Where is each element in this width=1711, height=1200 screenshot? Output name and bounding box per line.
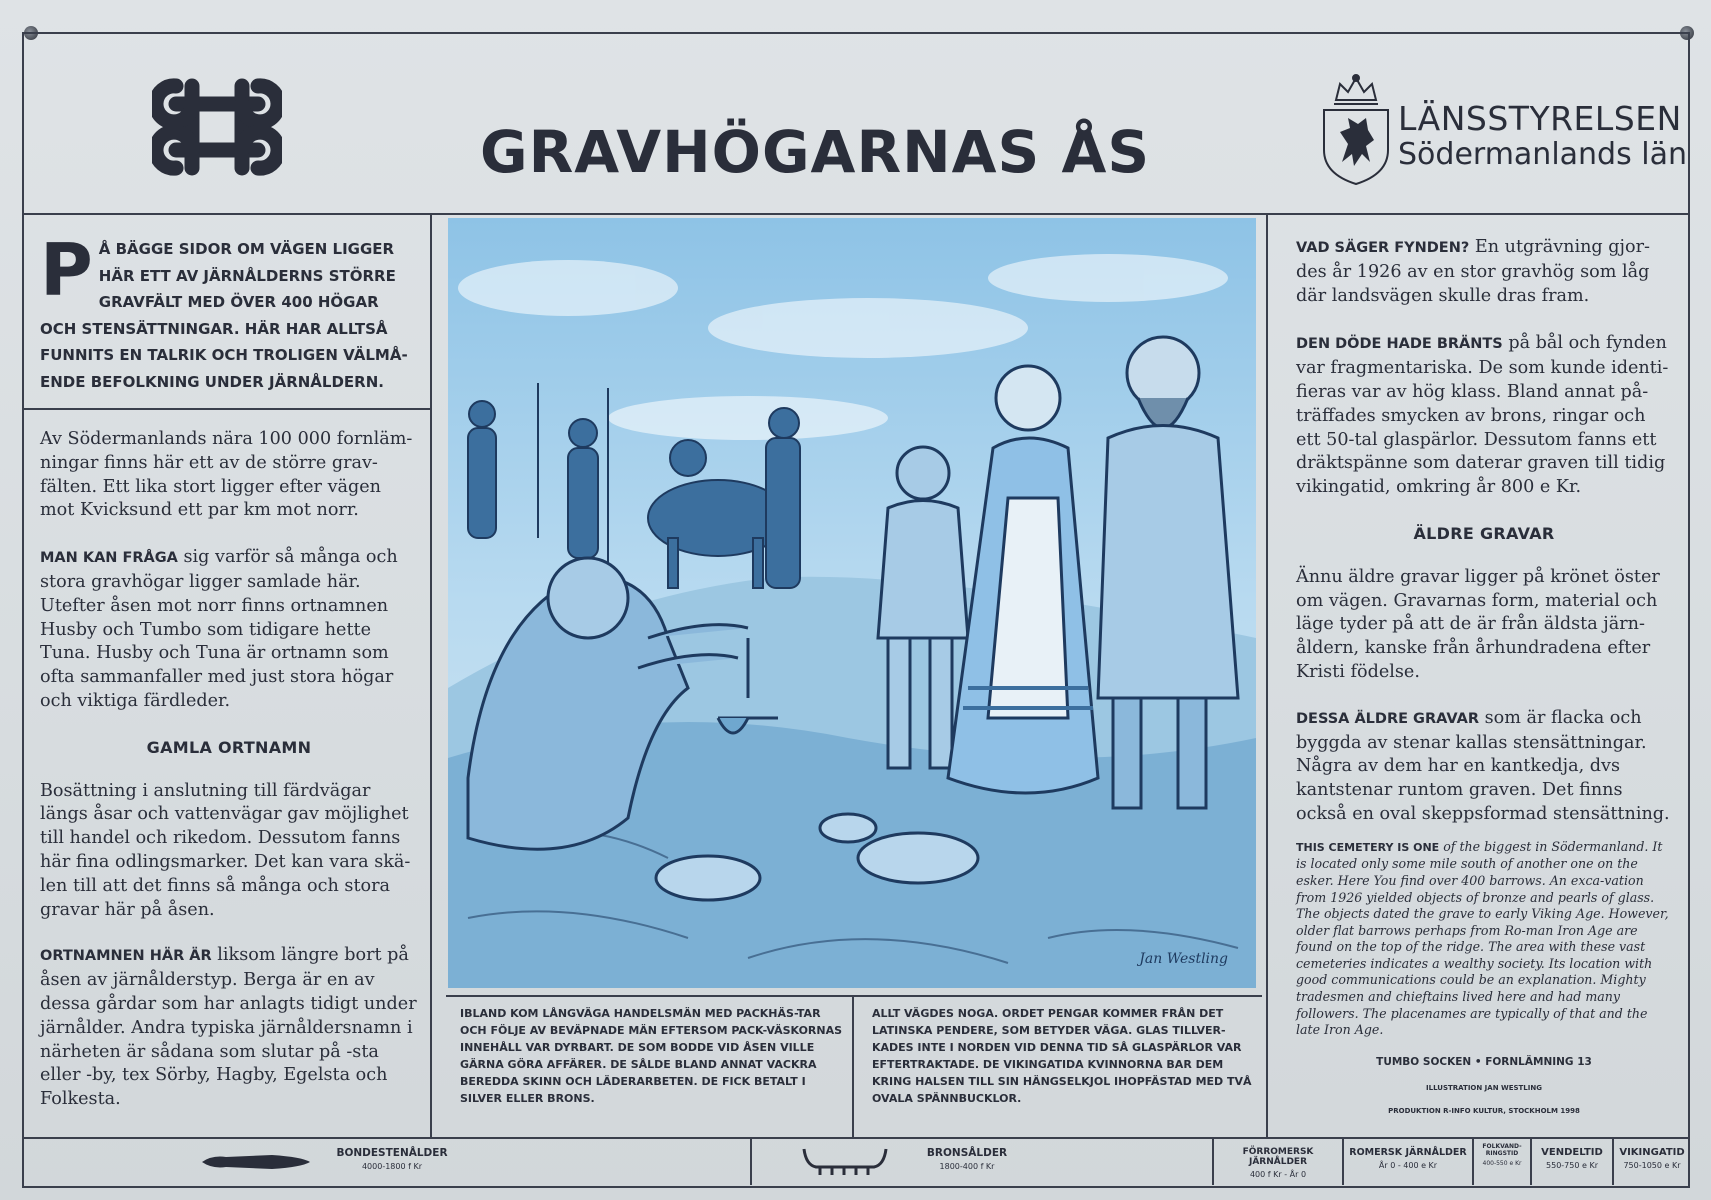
period-name: BRONSÅLDER	[926, 1147, 1008, 1159]
header-divider	[22, 213, 1690, 215]
intro-paragraph	[40, 228, 420, 394]
paragraph-lead: MAN KAN FRÅGA	[40, 550, 178, 567]
timeline-period	[1344, 1137, 1472, 1185]
caption-right: ALLT VÄGDES NOGA. ORDET PENGAR KOMMER FRÅN DET LATINSKA PENDERE, SOM BETYDER VÄGA. GLAS TILLVER-KADES INTE I NORDEN VID DENNA TID SÅ GLASPÄRLOR VAR EFTERTRAKTADE. DE VIKINGATIDA KVINNORNA BAR DEM KRING HALSEN TILL SIN HÄNGSELKJOL IHOPFÄSTAD MED TVÅ OVALA SPÄNNBUCKLOR.	[872, 1007, 1252, 1105]
timeline-divider	[750, 1137, 752, 1185]
period-date: 750-1050 e Kr	[1623, 1161, 1681, 1170]
heritage-site-symbol-icon	[152, 62, 282, 192]
agency-line-2: Södermanlands län	[1398, 136, 1687, 172]
paragraph: Av Södermanlands nära 100 000 fornläm-ningar finns här ett av de större grav-fälten. Ett lika stort ligger efter vägen mot Kvicksund ett par km mot norr.	[40, 429, 413, 521]
timeline-period	[1614, 1137, 1690, 1185]
paragraph-lead: ORTNAMNEN HÄR ÄR	[40, 948, 212, 965]
english-summary: THIS CEMETERY IS ONE of the biggest in Södermanland. It is located only some mile south of another one on the esker. Here You find over 400 barrows. An exca-vation from 1926 yielded objects of bronze and pearls of glass. The objects dated the grave to early Viking Age. However, older flat barrows perhaps from Ro-man Iron Age are found on the top of the ridge. The area with these vast cemeteries indicates a wealthy society. Its location with good communications could be an explanation. Mighty tradesmen and chieftains lived here and had many followers. The placenames are typically of that and the late Iron Age.	[1296, 838, 1669, 1038]
period-name: VIKINGATID	[1619, 1147, 1685, 1158]
intro-text: Å BÄGGE SIDOR OM VÄGEN LIGGER HÄR ETT AV JÄRNÅLDERNS STÖRRE GRAVFÄLT MED ÖVER 400 HÖGAR OCH STENSÄTTNINGAR. HÄR HAR ALLTSÅ FUNNITS EN TALRIK OCH TROLIGEN VÄLMÅ-ENDE BEFOLKNING UNDER JÄRNÅLDERN.	[40, 240, 408, 391]
period-date: 4000-1800 f Kr	[361, 1162, 423, 1171]
period-date: 550-750 e Kr	[1546, 1161, 1598, 1170]
credit-line: PRODUKTION R-INFO KULTUR, STOCKHOLM 1998	[1388, 1107, 1580, 1116]
agency-line-1: LÄNSSTYRELSEN	[1398, 99, 1682, 138]
paragraph-lead: VAD SÄGER FYNDEN?	[1296, 240, 1470, 256]
illustration	[448, 218, 1256, 988]
period-name: FOLKVAND-RINGSTID	[1482, 1143, 1522, 1157]
timeline-period	[1532, 1137, 1612, 1185]
paragraph-lead: DESSA ÄLDRE GRAVAR	[1296, 710, 1479, 727]
period-date: 1800-400 f Kr	[939, 1162, 995, 1171]
left-column	[40, 228, 420, 394]
drop-cap: P	[40, 228, 93, 312]
period-date: År 0 - 400 e Kr	[1378, 1161, 1438, 1170]
credit-line: ILLUSTRATION JAN WESTLING	[1426, 1083, 1542, 1092]
column-divider	[430, 213, 432, 1137]
caption-divider	[446, 995, 1262, 997]
ship-icon	[800, 1145, 890, 1177]
page-title: GRAVHÖGARNAS ÅS	[480, 118, 1151, 186]
credit-line: TUMBO SOCKEN • FORNLÄMNING 13	[1376, 1055, 1592, 1068]
period-date: 400-550 e Kr	[1482, 1160, 1522, 1167]
right-body	[1296, 236, 1672, 1124]
paragraph: ORTNAMNEN HÄR ÄR liksom längre bort på åsen av järnålderstyp. Berga är en av dessa gårdar som har anlagts tidigt under järnålder. Andra typiska järnåldersnamn i närheten är sådana som slutar på -sta eller -by, tex Sörby, Hagby, Egelsta och Folkesta.	[40, 945, 417, 1110]
timeline-period	[902, 1137, 1032, 1185]
caption-left: IBLAND KOM LÅNGVÄGA HANDELSMÄN MED PACKHÄS-TAR OCH FÖLJE AV BEVÄPNADE MÄN EFTERSOM PACK-VÄSKORNAS INNEHÅLL VAR DYRBART. DE SOM BODDE VID ÅSEN VILLE GÄRNA GÖRA AFFÄRER. DE SÅLDE BLAND ANNAT VACKRA BEREDDA SKINN OCH LÄDERARBETEN. DE FICK BETALT I SILVER ELLER BRONS.	[460, 1007, 843, 1105]
caption-divider	[852, 995, 854, 1137]
paragraph: DESSA ÄLDRE GRAVAR som är flacka och byggda av stenar kallas stensättningar. Några av dem har en kantkedja, dvs kantstenar runtom graven. Det finns också en oval skeppsformad stensättning.	[1296, 707, 1670, 824]
section-heading: GAMLA ORTNAMN	[146, 737, 312, 757]
period-date: 400 f Kr - År 0	[1249, 1170, 1307, 1179]
paragraph: MAN KAN FRÅGA sig varför så många och stora gravhögar ligger samlade här. Utefter åsen mot norr finns ortnamnen Husby och Tumbo som tidigare hette Tuna. Husby och Tuna är ortnamn som ofta sammanfaller med just stora högar och viktiga färdleder.	[40, 547, 398, 711]
period-name: VENDELTID	[1541, 1147, 1603, 1158]
paragraph: VAD SÄGER FYNDEN? En utgrävning gjor-des år 1926 av en stor gravhög som låg där landsvägen skulle dras fram.	[1296, 237, 1650, 306]
period-name: ROMERSK JÄRNÅLDER	[1349, 1147, 1467, 1158]
paragraph: Ännu äldre gravar ligger på krönet öster om vägen. Gravarnas form, material och läge tyder på att de är från äldsta järn-åldern, kanske från århundradena efter Kristi födelse.	[1296, 566, 1660, 682]
illustration-signature: Jan Westling	[1139, 951, 1228, 967]
paragraph: DEN DÖDE HADE BRÄNTS på bål och fynden var fragmentariska. De som kunde identi-fieras var av hög klass. Bland annat på-träffades smycken av brons, ringar och ett 50-tal glaspärlor. Dessutom fanns ett dräktspänne som daterar graven till tidig vikingatid, omkring år 800 e Kr.	[1296, 333, 1669, 498]
intro-divider	[22, 408, 430, 410]
timeline-period	[1474, 1137, 1530, 1185]
period-name: BONDESTENÅLDER	[336, 1147, 448, 1159]
agency-name	[1398, 100, 1687, 172]
credits	[1296, 1051, 1672, 1124]
timeline-period	[312, 1137, 472, 1185]
paragraph: Bosättning i anslutning till färdvägar längs åsar och vattenvägar gav möjlighet till handel och rikedom. Dessutom fanns här fina odlingsmarker. Det kan vara skä-len till att det finns så många och stora gravar här på åsen.	[40, 780, 411, 920]
paragraph-lead: DEN DÖDE HADE BRÄNTS	[1296, 336, 1503, 353]
county-coat-of-arms-icon	[1318, 70, 1394, 186]
stone-axe-icon	[202, 1151, 312, 1173]
timeline-period	[1214, 1137, 1342, 1185]
paragraph-lead: THIS CEMETERY IS ONE	[1296, 840, 1440, 854]
section-heading: ÄLDRE GRAVAR	[1413, 523, 1555, 543]
timeline	[22, 1137, 1690, 1185]
column-divider	[1266, 213, 1268, 1137]
period-name: FÖRROMERSK JÄRNÅLDER	[1242, 1147, 1314, 1167]
left-body	[40, 428, 418, 1112]
